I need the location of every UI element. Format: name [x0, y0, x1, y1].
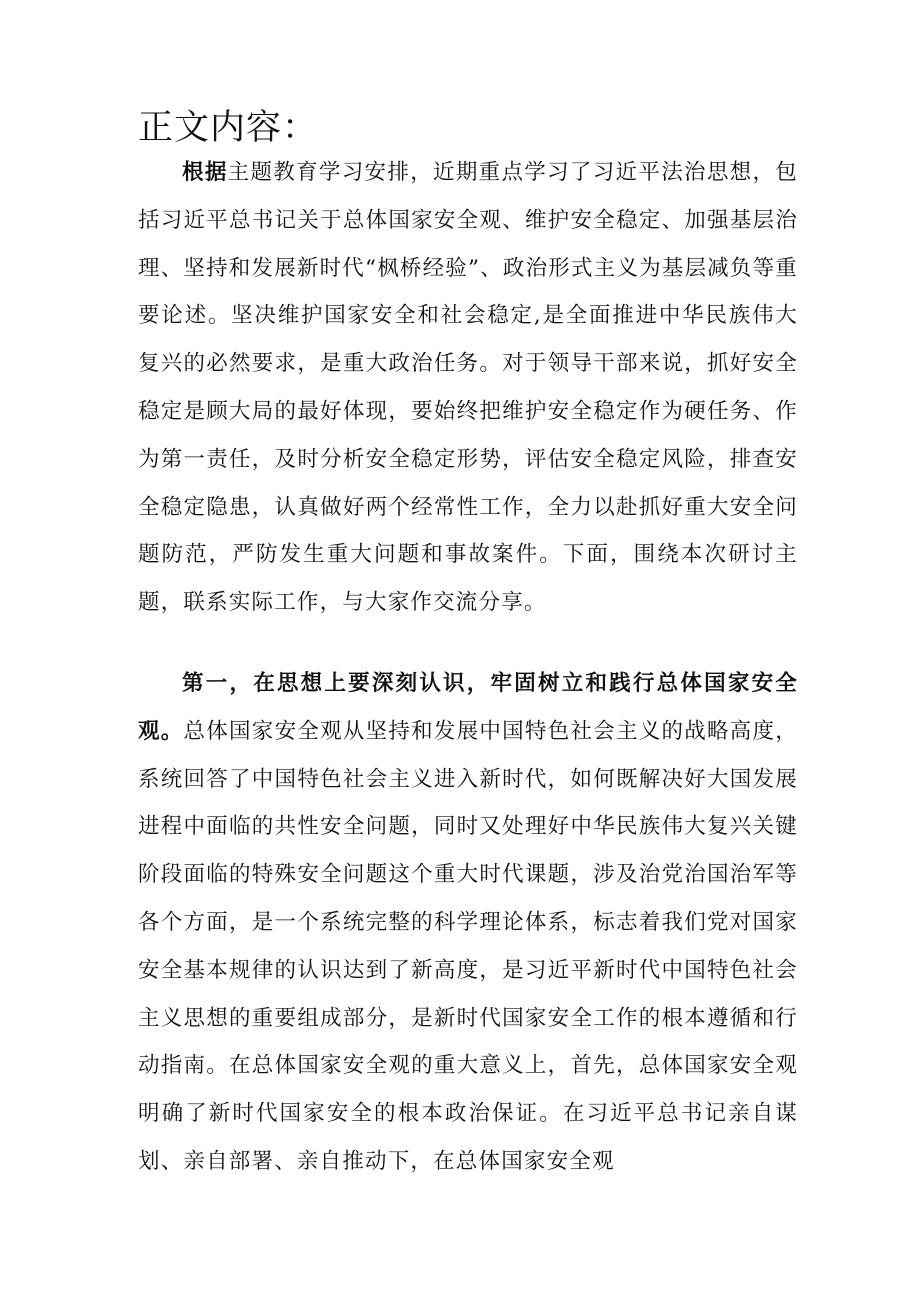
paragraph-1-lead: 根据	[182, 160, 228, 185]
body-paragraph-1	[138, 149, 798, 627]
paragraph-2-lead: 第一，在思想上要深刻认识，牢固树立和践行总体国家安全观。	[138, 671, 798, 744]
body-paragraph-2	[138, 660, 798, 1186]
document-heading: 正文内容：	[138, 108, 319, 148]
paragraph-1-text: 主题教育学习安排，近期重点学习了习近平法治思想，包括习近平总书记关于总体国家安全观、维护安全稳定、加强基层治理、坚持和发展新时代“枫桥经验”、政治形式主义为基层减负等重要论述。坚决维护国家安全和社会稳定,是全面推进中华民族伟大复兴的必然要求，是重大政治任务。对于领导干部来说，抓好安全稳定是顾大局的最好体现，要始终把维护安全稳定作为硬任务、作为第一责任，及时分析安全稳定形势，评估安全稳定风险，排查安全稳定隐患，认真做好两个经常性工作，全力以赴抓好重大安全问题防范，严防发生重大问题和事故案件。下面，围绕本次研讨主题，联系实际工作，与大家作交流分享。	[138, 160, 798, 616]
paragraph-2-text: 总体国家安全观从坚持和发展中国特色社会主义的战略高度，系统回答了中国特色社会主义进入新时代，如何既解决好大国发展进程中面临的共性安全问题，同时又处理好中华民族伟大复兴关键阶段面临的特殊安全问题这个重大时代课题，涉及治党治国治军等各个方面，是一个系统完整的科学理论体系，标志着我们党对国家安全基本规律的认识达到了新高度，是习近平新时代中国特色社会主义思想的重要组成部分，是新时代国家安全工作的根本遵循和行动指南。在总体国家安全观的重大意义上，首先，总体国家安全观明确了新时代国家安全的根本政治保证。在习近平总书记亲自谋划、亲自部署、亲自推动下，在总体国家安全观	[138, 718, 799, 1174]
